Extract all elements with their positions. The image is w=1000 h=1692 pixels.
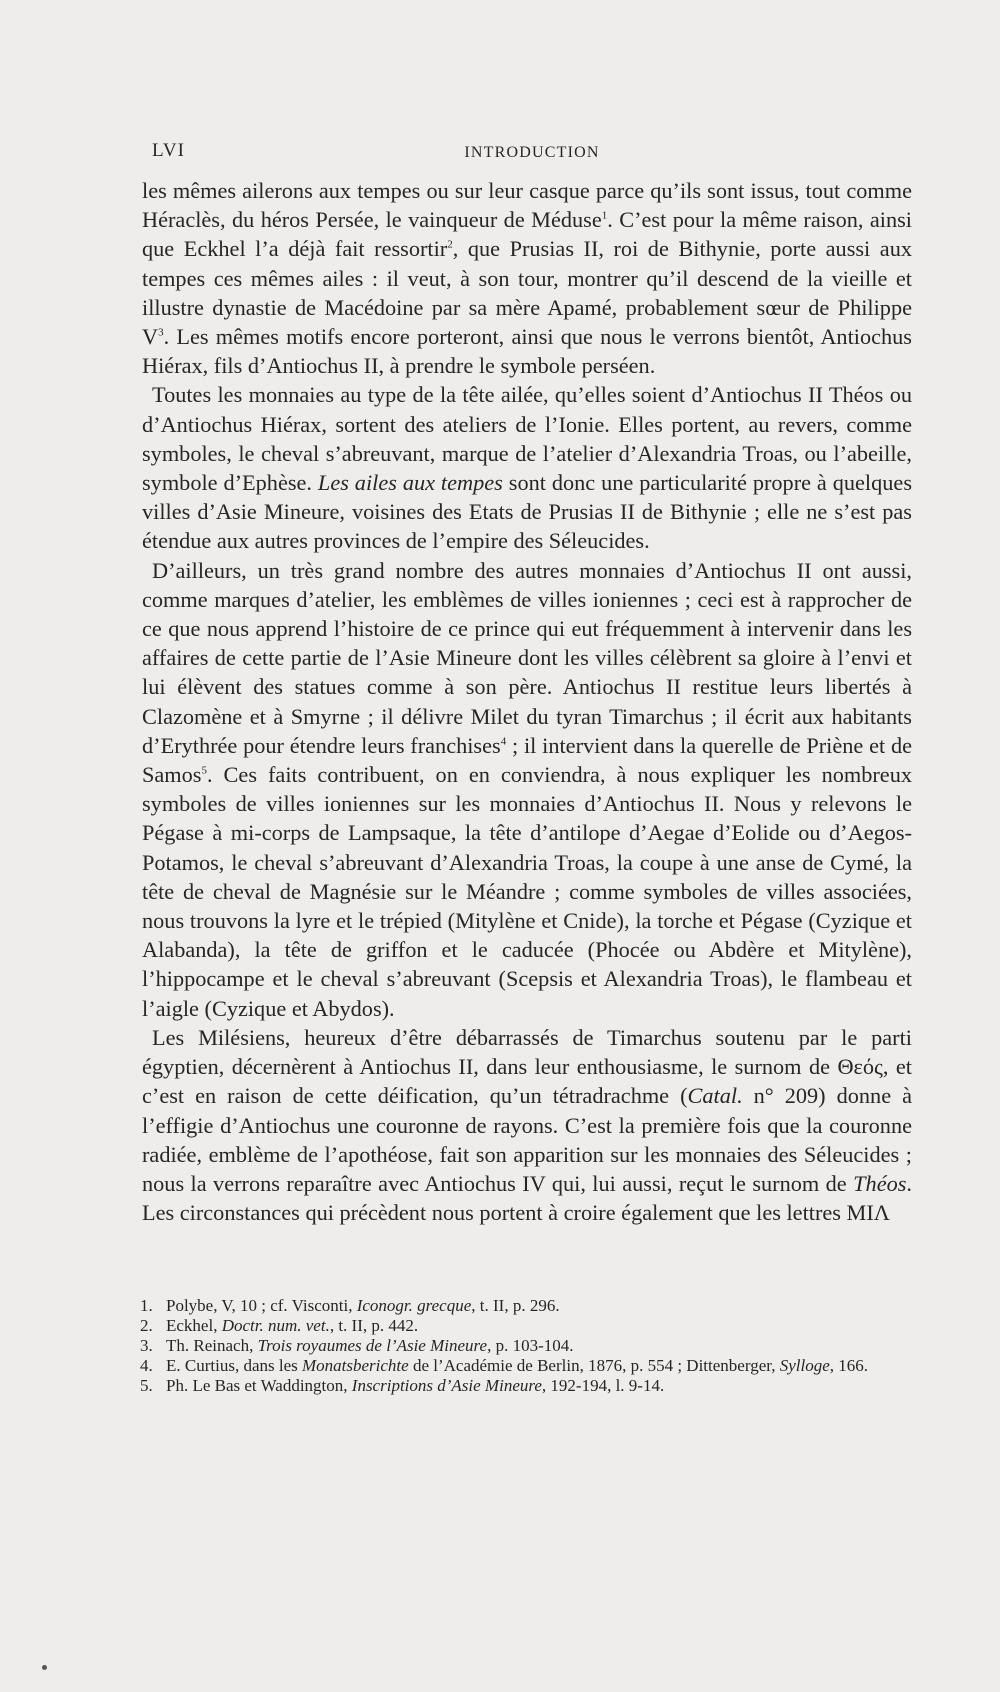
text-run: , que Prusias II, roi de Bithynie, porte aussi aux tempes ces mêmes ailes : il veut, à son tour, montrer qu’il descend de la vieille et illustre dynastie de Macédoine par sa mère Apamé, probablement sœur de Philippe V [142, 236, 912, 350]
text-run: . Les mêmes motifs encore porteront, ainsi que nous le verrons bientôt, Antiochus Hiérax, fils d’Antiochus II, à prendre le symbole perséen. [142, 324, 912, 379]
text-run: . Les circonstances qui précèdent nous portent à croire également que les lettres MIΛ [142, 1170, 912, 1226]
italic-text: Sylloge [779, 1356, 830, 1375]
paragraph [142, 380, 912, 555]
italic-text: Catal. [687, 1083, 743, 1109]
text-run: Toutes les monnaies au type de la tête ailée, qu’elles soient d’Antiochus II Théos ou d’Antiochus Hiérax, sortent des ateliers de l’Ionie. Elles portent, au revers, comme symboles, le cheval s’abreuvant, marque de l’atelier d’Alexandria Troas, ou l’abeille, symbole d’Ephèse. [142, 382, 912, 496]
text-run: . C’est pour la même raison, ainsi que Eckhel l’a déjà fait ressortir [142, 207, 912, 262]
footnote [140, 1316, 900, 1336]
footnote-ref: 3 [158, 326, 164, 339]
text-run: Eckhel, [166, 1316, 222, 1335]
footnote-ref: 1 [601, 209, 608, 222]
footnote-ref: 2 [447, 238, 453, 251]
text-run: D’ailleurs, un très grand nombre des autres monnaies d’Antiochus II ont aussi, comme marques d’atelier, les emblèmes de villes ioniennes ; ceci est à rapprocher de ce que nous apprend l’histoire de ce prince qui eut fréquemment à intervenir dans les affaires de cette partie de l’Asie Mineure dont les villes célèbrent sa gloire à l’envi et lui élèvent des statues comme à son père. Antiochus II restitue leurs libertés à Clazomène et à Smyrne ; il délivre Milet du tyran Timarchus ; il écrit aux habitants d’Erythrée pour étendre leurs franchises [142, 557, 912, 758]
text-run: , p. 103-104. [487, 1336, 574, 1355]
text-run: Th. Reinach, [166, 1336, 258, 1355]
footnote [140, 1296, 900, 1316]
paragraph [142, 556, 912, 1023]
text-run: n° 209) donne à l’effigie d’Antiochus une couronne de rayons. C’est la première fois que la couronne radiée, emblème de l’apothéose, fait son apparition sur les monnaies des Séleucides ; nous la verrons reparaître avec Antiochus IV qui, lui aussi, reçut le surnom de [142, 1083, 912, 1196]
text-run: de l’Académie de Berlin, 1876, p. 554 ; Dittenberger, [408, 1356, 780, 1375]
footnote-ref: 5 [201, 764, 207, 777]
footnote-number: 5. [140, 1376, 153, 1395]
footnote [140, 1336, 900, 1356]
main-text [142, 176, 912, 1227]
text-run: Ph. Le Bas et Waddington, [166, 1376, 352, 1395]
footnote-number: 1. [140, 1296, 153, 1315]
italic-text: Doctr. num. vet. [221, 1316, 330, 1335]
text-run: les mêmes ailerons aux tempes ou sur leur casque parce qu’ils sont issus, tout comme Héraclès, du héros Persée, le vainqueur de Méduse [142, 178, 912, 233]
page-speck [42, 1665, 47, 1670]
text-run: , t. II, p. 442. [329, 1316, 419, 1335]
running-title: INTRODUCTION [464, 144, 600, 161]
text-run: Polybe, V, 10 ; cf. Visconti, [166, 1296, 357, 1315]
footnote [140, 1376, 900, 1396]
footnote-number: 4. [140, 1356, 153, 1375]
italic-text: Iconogr. grecque [356, 1296, 472, 1315]
footnotes [140, 1296, 900, 1396]
paragraph [142, 1023, 912, 1227]
footnote-number: 2. [140, 1316, 153, 1335]
text-run: , 192-194, l. 9-14. [541, 1376, 665, 1395]
italic-text: Inscriptions d’Asie Mineure [351, 1376, 542, 1395]
text-run: . Ces faits contribuent, on en conviendra, à nous expliquer les nombreux symboles de villes ioniennes sur les monnaies d’Antiochus II. Nous y relevons le Pégase à mi-corps de Lampsaque, la tête d’antilope d’Aegae d’Eolide ou d’Aegos-Potamos, le cheval s’abreuvant d’Alexandria Troas, la coupe à une anse de Cymé, la tête de cheval de Magnésie sur le Méandre ; comme symboles de villes associées, nous trouvons la lyre et le trépied (Mitylène et Cnide), la torche et Pégase (Cyzique et Alabanda), la tête de griffon et le caducée (Phocée ou Abdère et Mitylène), l’hippocampe et le cheval s’abreuvant (Scepsis et Alexandria Troas), le flambeau et l’aigle (Cyzique et Abydos). [142, 762, 912, 1021]
paragraph [142, 176, 912, 380]
footnote-number: 3. [140, 1336, 153, 1355]
italic-text: Les ailes aux tempes [317, 470, 503, 496]
text-run: Les Milésiens, heureux d’être débarrassés de Timarchus soutenu par le parti égyptien, décernèrent à Antiochus II, dans leur enthousiasme, le surnom de Θεός, et c’est en raison de cette déification, qu’un tétradrachme ( [142, 1024, 912, 1109]
page-number: LVI [152, 140, 185, 161]
text-run: ; il intervient dans la querelle de Priène et de Samos [142, 732, 912, 788]
italic-text: Monatsberichte [302, 1356, 409, 1375]
page-header [152, 140, 912, 170]
footnote [140, 1356, 900, 1376]
text-run: E. Curtius, dans les [166, 1356, 302, 1375]
text-run: , t. II, p. 296. [471, 1296, 560, 1315]
italic-text: Théos [853, 1170, 907, 1196]
text-run: sont donc une particularité propre à quelques villes d’Asie Mineure, voisines des Etats de Prusias II de Bithynie ; elle ne s’est pas étendue aux autres provinces de l’empire des Séleucides. [142, 470, 912, 554]
footnote-ref: 4 [500, 735, 507, 748]
text-run: , 166. [829, 1356, 869, 1375]
italic-text: Trois royaumes de l’Asie Mineure [257, 1336, 488, 1355]
